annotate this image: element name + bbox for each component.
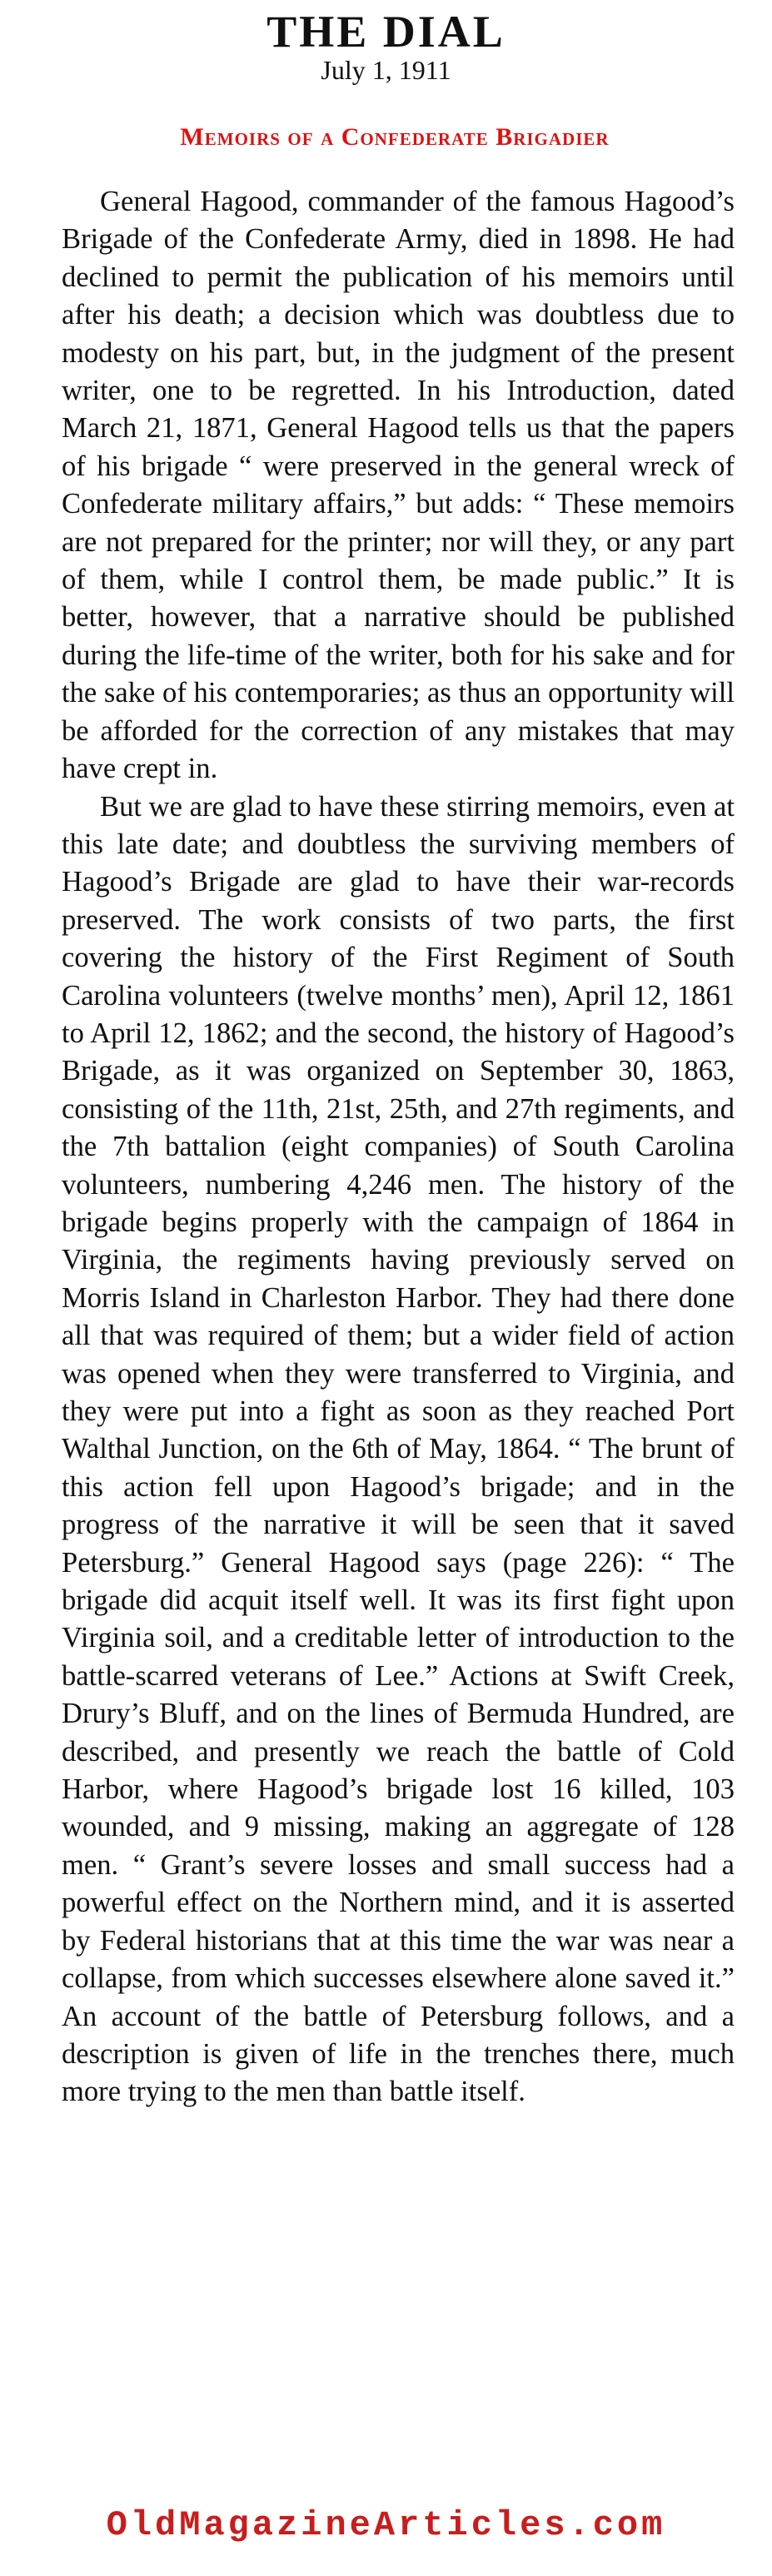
paragraph-1: General Hagood, commander of the famous Hagood’s Brigade of the Confederate Army, died in 1898. He had declined to permit the publication of his memoirs until after his death; a decision which was doubtless due to modesty on his part, but, in the judgment of the present writer, one to be regretted. In his Introduction, dated March 21, 1871, General Hagood tells us that the papers of his brigade “ were preserved in the general wreck of Confederate military affairs,” but adds: “ These memoirs are not prepared for the printer; nor will they, or any part of them, while I control them, be made public.” It is better, however, that a narrative should be published during the life-time of the writer, both for his sake and for the sake of his contemporaries; as thus an opportunity will be afforded for the correction of any mistakes that may have crept in.	[62, 186, 735, 785]
publication-title: THE DIAL	[266, 7, 506, 57]
masthead	[0, 8, 772, 85]
footer	[0, 2489, 772, 2561]
publication-date: July 1, 1911	[321, 55, 451, 85]
paragraph-2: But we are glad to have these stirring memoirs, even at this late date; and doubtless the surviving members of Hagood’s Brigade are glad to have their war-records preserved. The work consists of two parts, the first covering the history of the First Regiment of South Carolina volunteers (twelve months’ men), April 12, 1861 to April 12, 1862; and the second, the history of Hagood’s Brigade, as it was organized on September 30, 1863, consisting of the 11th, 21st, 25th, and 27th regiments, and the 7th battalion (eight companies) of South Carolina volunteers, numbering 4,246 men. The history of the brigade begins properly with the campaign of 1864 in Virginia, the regiments having previously served on Morris Island in Charleston Harbor. They had there done all that was required of them; but a wider field of action was opened when they were transferred to Virginia, and they were put into a fight as soon as they reached Port Walthal Junction, on the 6th of May, 1864. “ The brunt of this action fell upon Hagood’s brigade; and in the progress of the narrative it will be seen that it saved Petersburg.” General Hagood says (page 226): “ The brigade did acquit itself well. It was its first fight upon Virginia soil, and a creditable letter of introduction to the battle-scarred veterans of Lee.” Actions at Swift Creek, Drury’s Bluff, and on the lines of Bermuda Hundred, are described, and presently we reach the battle of Cold Harbor, where Hagood’s brigade lost 16 killed, 103 wounded, and 9 missing, making an aggregate of 128 men. “ Grant’s severe losses and small success had a powerful effect on the Northern mind, and it is asserted by Federal historians that at this time the war was near a collapse, from which successes elsewhere alone saved it.” An account of the battle of Petersburg follows, and a description is given of life in the trenches there, much more trying to the men than battle itself.	[62, 790, 735, 2108]
site-watermark: OldMagazineArticles.com	[106, 2505, 666, 2545]
article-title: Memoirs of a Confederate Brigadier	[180, 123, 610, 151]
article-body	[62, 183, 735, 2111]
